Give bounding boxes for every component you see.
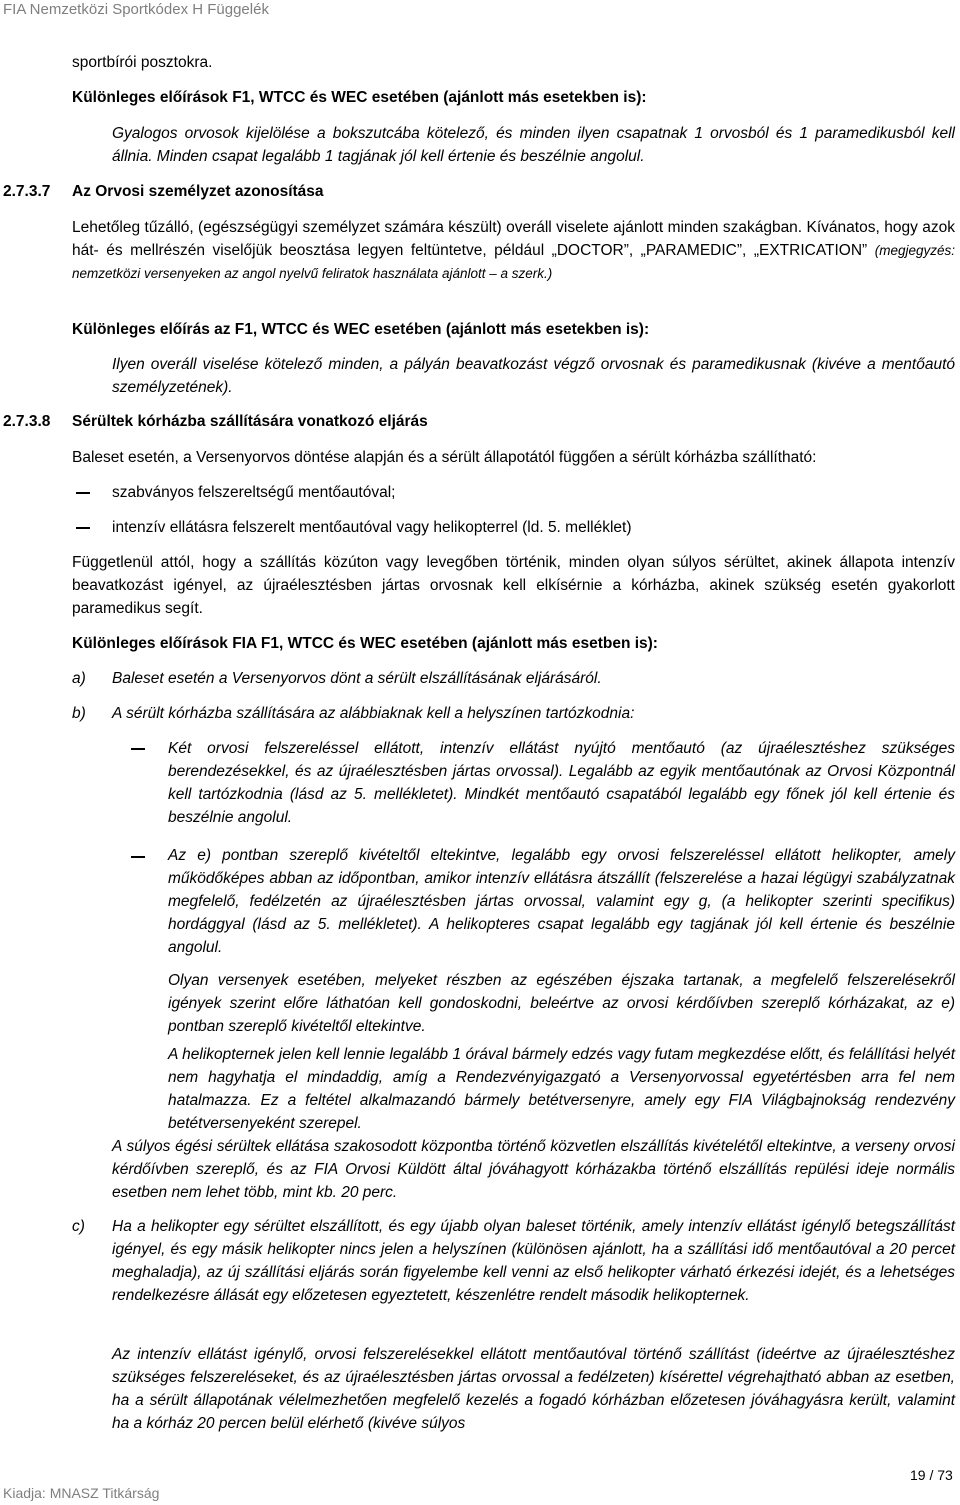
dash-bullet-icon — [76, 492, 90, 494]
dash-bullet-icon — [131, 748, 145, 750]
list-marker: a) — [72, 670, 86, 687]
paragraph-text: Minden csapat legalább 1 tagjának jól kell értenie és beszélnie angolul. — [152, 148, 645, 165]
list-item: szabványos felszereltségű mentőautóval; — [112, 484, 396, 501]
dash-bullet-icon — [76, 527, 90, 529]
list-item: intenzív ellátásra felszerelt mentőautóval vagy helikopterrel (ld. 5. melléklet) — [112, 519, 632, 536]
paragraph: Baleset esetén, a Versenyorvos döntése alapján és a sérült állapotától függően a sérült kórházba szállítható: — [72, 449, 817, 466]
page-number: 19 / 73 — [910, 1467, 953, 1483]
paragraph-italic: Olyan versenyek esetében, melyeket részben az egészében éjszaka tartanak, a megfelelő felszerelésekről igények szerint előre láthatóan kell gondoskodni, beleértve az orvosi kérdőívben szereplő kórházakat, az e) pontban szereplő kivételtől eltekintve. — [168, 972, 955, 1035]
list-marker: b) — [72, 705, 86, 722]
section-title: Az Orvosi személyzet azonosítása — [72, 183, 324, 200]
section-note-heading: Különleges előírás az F1, WTCC és WEC esetében (ajánlott más esetekben is): — [72, 321, 650, 338]
paragraph-italic: Ilyen overáll viselése kötelező minden, a pályán beavatkozást végző orvosnak és paramedikusnak (kivéve a mentőautó személyzetének). — [112, 356, 955, 396]
dash-bullet-icon — [131, 856, 145, 858]
section-title: Sérültek kórházba szállítására vonatkozó eljárás — [72, 413, 428, 430]
editor-note: (megjegyzés: nemzetközi versenyeken az angol nyelvű feliratok használata ajánlott – a szerk.) — [72, 243, 955, 281]
list-item: Ha a helikopter egy sérültet elszállított, és egy újabb olyan baleset történik, amely intenzív ellátást igénylő betegszállítást igényel, és egy másik helikopter nincs jelen a helyszínen (különösen ajánlott, ha a szállítási idő mentőautóval a 20 percet meghaladja), az új szállítási eljárás során figyelembe kell venni az első helikopter várható érkezési idejét, és a lehetséges rendelkezésre állását egy előzetesen egyeztetett, készenlétre rendelt második helikopternek. — [112, 1218, 955, 1304]
page-footer: Kiadja: MNASZ Titkárság — [3, 1485, 160, 1501]
section-note-heading: Különleges előírások FIA F1, WTCC és WEC esetében (ajánlott más esetben is): — [72, 635, 658, 652]
paragraph-italic — [112, 122, 955, 168]
section-number: 2.7.3.8 — [3, 413, 51, 430]
paragraph: Függetlenül attól, hogy a szállítás közúton vagy levegőben történik, minden olyan súlyos sérültet, akinek állapota intenzív beavatkozást igényel, az újraélesztésben jártas orvosnak kell elkísérnie a kórházba, akinek szükség esetén gyakorlott paramedikus segít. — [72, 554, 955, 617]
paragraph-text: Lehetőleg tűzálló, (egészségügyi személyzet számára készült) overáll viselete ajánlott minden szakágban. Kívánatos, hogy azok hát- és mellrészén viselőjük beosztása legyen feltüntetve, például „DOCTOR”, „PARAMEDIC”, „EXTRICATION” — [72, 219, 955, 259]
paragraph-italic: A súlyos égési sérültek ellátása szakosodott központba történő közvetlen elszállítás kivételétől eltekintve, a verseny orvosi kérdőívben szereplő, és az FIA Orvosi Küldött által jóváhagyott kórházakba történő elszállítás repülési ideje normális esetben nem lehet több, mint kb. 20 perc. — [112, 1138, 955, 1201]
paragraph — [72, 216, 955, 285]
list-marker: c) — [72, 1218, 85, 1235]
page-header: FIA Nemzetközi Sportkódex H Függelék — [3, 1, 269, 18]
list-item: Az e) pontban szereplő kivételtől eltekintve, legalább egy orvosi felszereléssel ellátott helikopter, amely működőképes abban az időpontban, amikor intenzív ellátásra átszállít (felszerelése a hazai légügyi szabályzatnak megfelelő, fedélzetén az újraélesztésben jártas orvossal, valamint egy g, (a helikopter szerinti specifikus) hordággyal (lásd az 5. mellékletet). A helikopteres csapat legalább egy tagjának jól kell értenie és beszélnie angolul. — [168, 847, 955, 956]
section-number: 2.7.3.7 — [3, 183, 51, 200]
paragraph-italic: A helikopternek jelen kell lennie legalább 1 órával bármely edzés vagy futam megkezdése előtt, és felállítási helyét nem hagyhatja el mindaddig, amíg a Rendezvényigazgató a Versenyorvossal egyetértésben arra fel nem hatalmazza. Ez a feltétel alkalmazandó bármely betétversenyre, amely egy FIA Világbajnokság rendezvény betétversenyeként szerepel. — [168, 1046, 955, 1132]
paragraph: sportbírói posztokra. — [72, 54, 213, 71]
paragraph-text: Gyalogos orvosok kijelölése a bokszutcába kötelező, és minden ilyen csapatnak 1 orvosból és 1 paramedikusból kell állnia. — [112, 125, 955, 165]
section-note-heading: Különleges előírások F1, WTCC és WEC esetében (ajánlott más esetekben is): — [72, 89, 647, 106]
paragraph-italic: Az intenzív ellátást igénylő, orvosi felszerelésekkel ellátott mentőautóval történő szállítást (ideértve az újraélesztéshez szükséges felszereléseket, és az újraélesztésben jártas orvossal a fedélzeten) kísérettel végrehajtható abban az esetben, ha a sérült állapotának vélelmezhetően megfelelő kezelés a fogadó kórházban előzetesen jóváhagyásra került, valamint ha a kórház 20 percen belül elérhető (kivéve súlyos — [112, 1346, 955, 1432]
list-item: A sérült kórházba szállítására az alábbiaknak kell a helyszínen tartózkodnia: — [112, 705, 635, 722]
list-item: Baleset esetén a Versenyorvos dönt a sérült elszállításának eljárásáról. — [112, 670, 602, 687]
list-item: Két orvosi felszereléssel ellátott, intenzív ellátást nyújtó mentőautó (az újraélesztéshez szükséges berendezésekkel, és az újraélesztésben jártas orvossal). Legalább az egyik mentőautónak az Orvosi Központnál kell tartózkodnia (lásd az 5. mellékletet). Mindkét mentőautó csapatából legalább egy főnek jól kell értenie és beszélnie angolul. — [168, 740, 955, 826]
